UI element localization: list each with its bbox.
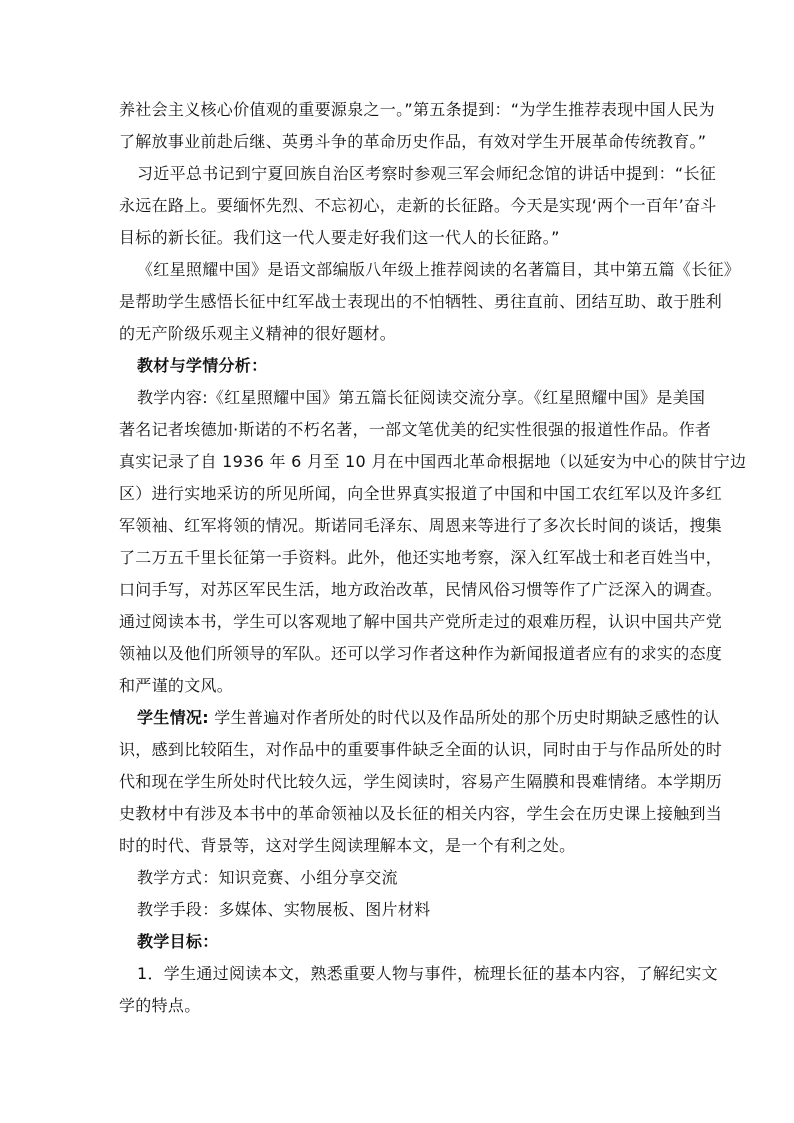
- text-line: 学的特点。: [119, 996, 201, 1015]
- text-line: 是帮助学生感悟长征中红军战士表现出的不怕牺牲、勇往直前、团结互助、敢于胜利: [119, 292, 723, 311]
- text-line: 通过阅读本书，学生可以客观地了解中国共产党所走过的艰难历程，认识中国共产党: [119, 612, 723, 631]
- text-line: 目标的新长征。我们这一代人要走好我们这一代人的长征路。”: [119, 228, 560, 247]
- text-line: 口问手写，对苏区军民生活，地方政治改革，民情风俗习惯等作了广泛深入的调查。: [119, 580, 723, 599]
- text-line: 永远在路上。要缅怀先烈、不忘初心，走新的长征路。今天是实现‘两个一百年’奋斗: [119, 196, 717, 215]
- section-heading: 教材与学情分析：: [137, 356, 268, 375]
- text-line: [119, 702, 720, 734]
- text-line: 区）进行实地采访的所见所闻，向全世界真实报道了中国和中国工农红军以及许多红: [119, 484, 723, 503]
- inline-text: 学生普遍对作者所处的时代以及作品所处的那个历史时期缺乏感性的认: [208, 708, 720, 727]
- text-line: 1．学生通过阅读本文，熟悉重要人物与事件，梳理长征的基本内容，了解纪实文: [137, 964, 718, 983]
- text-line: 著名记者埃德加·斯诺的不朽名著，一部文笔优美的纪实性很强的报道性作品。作者: [119, 420, 712, 439]
- text-line: 军领袖、红军将领的情况。斯诺同毛泽东、周恩来等进行了多次长时间的谈话，搜集: [119, 516, 723, 535]
- text-line: 教学方式：知识竞赛、小组分享交流: [137, 868, 398, 887]
- text-line: 的无产阶级乐观主义精神的很好题材。: [119, 324, 397, 343]
- text-line: 代和现在学生所处时代比较久远，学生阅读时，容易产生隔膜和畏难情绪。本学期历: [119, 772, 723, 791]
- text-line: 真实记录了自 1936 年 6 月至 10 月在中国西北革命根据地（以延安为中心的陕甘宁边: [119, 452, 747, 471]
- document-body: [119, 94, 747, 1022]
- text-line: 了解放事业前赴后继、英勇斗争的革命历史作品，有效对学生开展革命传统教育。”: [119, 132, 707, 151]
- text-line: 了二万五千里长征第一手资料。此外，他还实地考察，深入红军战士和老百姓当中，: [119, 548, 723, 567]
- text-line: 领袖以及他们所领导的军队。还可以学习作者这种作为新闻报道者应有的求实的态度: [119, 644, 723, 663]
- text-line: 习近平总书记到宁夏回族自治区考察时参观三军会师纪念馆的讲话中提到：“长征: [137, 164, 717, 183]
- inline-label: 学生情况:: [137, 708, 209, 727]
- text-line: 时的时代、背景等，这对学生阅读理解本文，是一个有利之处。: [119, 836, 576, 855]
- text-line: 和严谨的文风。: [119, 676, 234, 695]
- text-line: 教学手段：多媒体、实物展板、图片材料: [137, 900, 431, 919]
- text-line: 《红星照耀中国》是语文部编版八年级上推荐阅读的名著篇目，其中第五篇《长征》: [137, 260, 741, 279]
- section-heading: 教学目标：: [137, 932, 219, 951]
- text-line: 养社会主义核心价值观的重要源泉之一。”第五条提到：“为学生推荐表现中国人民为: [119, 100, 715, 119]
- text-line: 识，感到比较陌生，对作品中的重要事件缺乏全面的认识，同时由于与作品所处的时: [119, 740, 723, 759]
- text-line: 史教材中有涉及本书中的革命领袖以及长征的相关内容，学生会在历史课上接触到当: [119, 804, 723, 823]
- text-line: 教学内容:《红星照耀中国》第五篇长征阅读交流分享。《红星照耀中国》是美国: [137, 388, 706, 407]
